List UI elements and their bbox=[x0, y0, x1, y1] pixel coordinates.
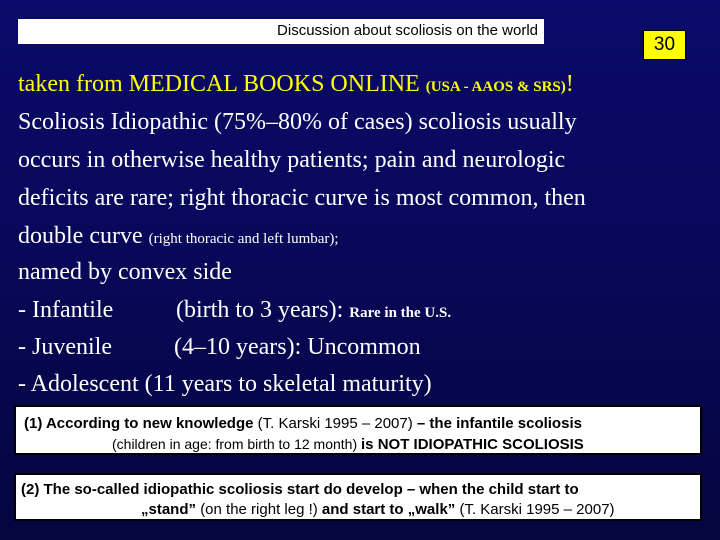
double-curve-text: double curve bbox=[18, 223, 149, 249]
text-line-4: deficits are rare; right thoracic curve is most common, then bbox=[18, 185, 586, 211]
note2-line1: (2) The so-called idiopathic scoliosis start do develop – when the child start to bbox=[21, 481, 579, 498]
note1-age-range: (children in age: from birth to 12 month) bbox=[112, 436, 362, 452]
note1-citation: (T. Karski 1995 – 2007) bbox=[257, 415, 417, 432]
note1-line2 bbox=[112, 436, 584, 453]
note1-line1 bbox=[24, 415, 582, 432]
note2-line2 bbox=[141, 501, 615, 518]
infantile-line bbox=[18, 297, 451, 324]
note-box-2 bbox=[14, 473, 702, 521]
text-line-5 bbox=[18, 223, 339, 250]
slide-title-bar bbox=[18, 19, 544, 44]
note2-stand: „stand” bbox=[141, 501, 201, 518]
text-line-6: named by convex side bbox=[18, 259, 232, 285]
text-line-3: occurs in otherwise healthy patients; pain and neurologic bbox=[18, 147, 566, 173]
source-prefix: taken from bbox=[18, 71, 129, 97]
slide-title: Discussion about scoliosis on the world bbox=[277, 22, 538, 39]
source-exclaim: ! bbox=[565, 71, 574, 97]
note2-walk: and start to „walk” bbox=[321, 501, 460, 518]
note2-right-leg: (on the right leg !) bbox=[200, 501, 322, 518]
text-line-2: Scoliosis Idiopathic (75%–80% of cases) scoliosis usually bbox=[18, 109, 577, 135]
note-box-1 bbox=[14, 405, 702, 455]
double-curve-detail: (right thoracic and left lumbar); bbox=[148, 231, 339, 247]
infantile-note: Rare in the U.S. bbox=[349, 305, 452, 321]
adolescent-line: - Adolescent (11 years to skeletal maturity) bbox=[18, 371, 432, 397]
source-orgs: (USA - AAOS & SRS) bbox=[425, 79, 566, 95]
juvenile-range: (4–10 years): Uncommon bbox=[174, 334, 421, 360]
infantile-label: - Infantile bbox=[18, 297, 114, 323]
source-name: MEDICAL BOOKS ONLINE bbox=[128, 71, 426, 97]
juvenile-line bbox=[18, 334, 421, 361]
note1-conclusion: is NOT IDIOPATHIC SCOLIOSIS bbox=[361, 436, 584, 453]
page-number-badge: 30 bbox=[643, 30, 686, 60]
source-line bbox=[18, 71, 574, 98]
infantile-range: (birth to 3 years): bbox=[176, 297, 350, 323]
juvenile-label: - Juvenile bbox=[18, 334, 112, 360]
note1-subject: – the infantile scoliosis bbox=[416, 415, 582, 432]
note2-citation: (T. Karski 1995 – 2007) bbox=[459, 501, 615, 518]
note1-intro: (1) According to new knowledge bbox=[24, 415, 258, 432]
